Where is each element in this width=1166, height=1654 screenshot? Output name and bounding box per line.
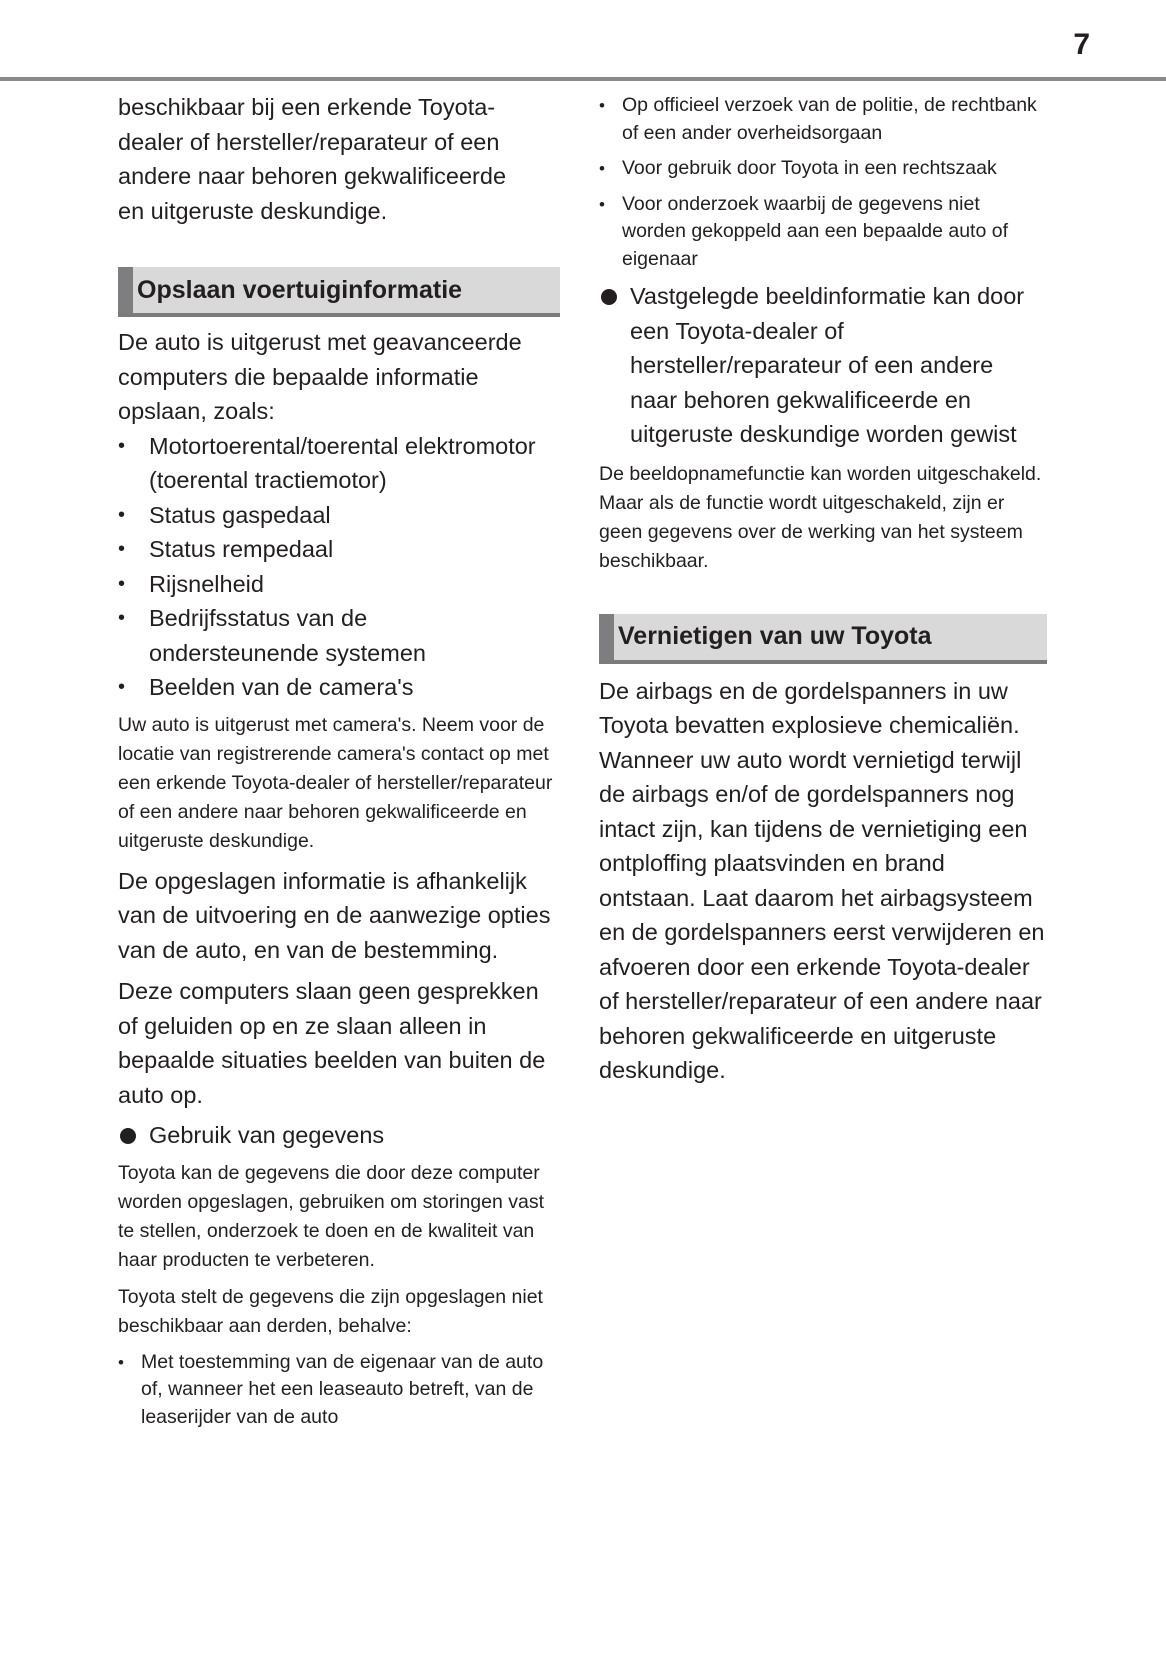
list-item: • Status gaspedaal [118,498,538,533]
bullet-icon: • [599,96,605,115]
section-heading-storage [118,267,560,317]
section-heading-title: Vernietigen van uw Toyota [618,622,932,650]
bullet-icon: • [118,572,126,595]
left-column [118,90,560,1439]
bullet-icon: • [118,1352,124,1372]
data-usage-heading: Gebruik van gegevens [118,1118,560,1153]
third-party-text: Toyota stelt de gegevens die zijn opgeslagen niet beschikbaar aan derden, behalve: [118,1285,543,1337]
paragraph-dependent: De opgeslagen informatie is afhankelijk van de uitvoering en de aanwezige opties van de auto, en van de bestemming. [118,867,551,963]
paragraph-no-audio: Deze computers slaan geen gesprekken of geluiden op en ze slaan alleen in bepaalde situaties beelden van buiten de auto op. [118,978,546,1108]
list-item: • Op officieel verzoek van de politie, de rechtbank of een ander overheidsorgaan [599,94,1037,144]
list-item: • Status rempedaal [118,532,538,567]
filled-circle-bullet-icon [601,289,617,305]
list-item: • Motortoerental/toerental elektromotor (toerental tractiemotor) [118,429,538,498]
data-usage-text: Toyota kan de gegevens die door deze computer worden opgeslagen, gebruiken om storingen vast te stellen, onderzoek te doen en de kwaliteit van haar producten te verbeteren. [118,1161,545,1271]
bullet-icon: • [118,434,126,457]
right-column [599,92,1047,1088]
list-item: • Voor onderzoek waarbij de gegevens niet worden gekoppeld aan een bepaalde auto of eigenaar [599,192,1008,270]
list-item: • Voor gebruik door Toyota in een rechtszaak [599,155,1047,183]
heading-accent-bar [118,267,133,313]
bullet-icon: • [599,159,605,178]
filled-circle-bullet-icon [120,1128,136,1144]
list-item: • Bedrijfsstatus van de ondersteunende systemen [118,601,538,670]
list-item: • Rijsnelheid [118,567,538,602]
list-item: • Beelden van de camera's [118,670,538,705]
exceptions-list-continued [599,92,1047,273]
section-heading-title: Opslaan voertuiginformatie [137,275,463,304]
section-text: De airbags en de gordelspanners in uw Toyota bevatten explosieve chemicaliën. Wanneer uw auto wordt vernietigd terwijl de airbags en/of de gordelspanners nog intact zijn, kan tijdens de vernietiging een ontploffing plaatsvinden en brand ontstaan. Laat daarom het airbagsysteem en de gordelspanners eerst verwijderen en afvoeren door een erkende Toyota-dealer of hersteller/reparateur of een andere naar behoren gekwalificeerde en uitgeruste deskundige. [599,677,1045,1083]
header-rule [0,77,1166,81]
heading-accent-bar [599,614,614,660]
image-info-item: Vastgelegde beeldinformatie kan door een Toyota-dealer of hersteller/reparateur of een andere naar behoren gekwalificeerde en uitgeruste deskundige worden gewist [599,279,1035,452]
intro-paragraph: beschikbaar bij een erkende Toyota-dealer of hersteller/reparateur of een andere naar behoren gekwalificeerde en uitgeruste deskundige. [118,94,507,224]
bullet-icon: • [118,538,126,560]
section-intro: De auto is uitgerust met geavanceerde computers die bepaalde informatie opslaan, zoals: [118,329,522,424]
list-item: • Met toestemming van de eigenaar van de auto of, wanneer het een leaseauto betreft, van de leaserijder van de auto [118,1350,544,1428]
recording-note: De beeldopnamefunctie kan worden uitgeschakeld. Maar als de functie wordt uitgeschakeld, zijn er geen gegevens over de werking van het systeem beschikbaar. [599,462,1042,572]
bullet-icon: • [118,676,126,698]
exceptions-list [118,1349,560,1432]
camera-note: Uw auto is uitgerust met camera's. Neem voor de locatie van registrerende camera's contact op met een erkende Toyota-dealer of hersteller/reparateur of een andere naar behoren gekwalificeerde en uitgeruste deskundige. [118,713,553,852]
page-number: 7 [1073,28,1090,61]
section-heading-disposal [599,614,1047,664]
bullet-icon: • [118,503,126,526]
bullet-icon: • [599,194,605,214]
stored-items-list [118,429,538,705]
bullet-icon: • [118,607,126,629]
